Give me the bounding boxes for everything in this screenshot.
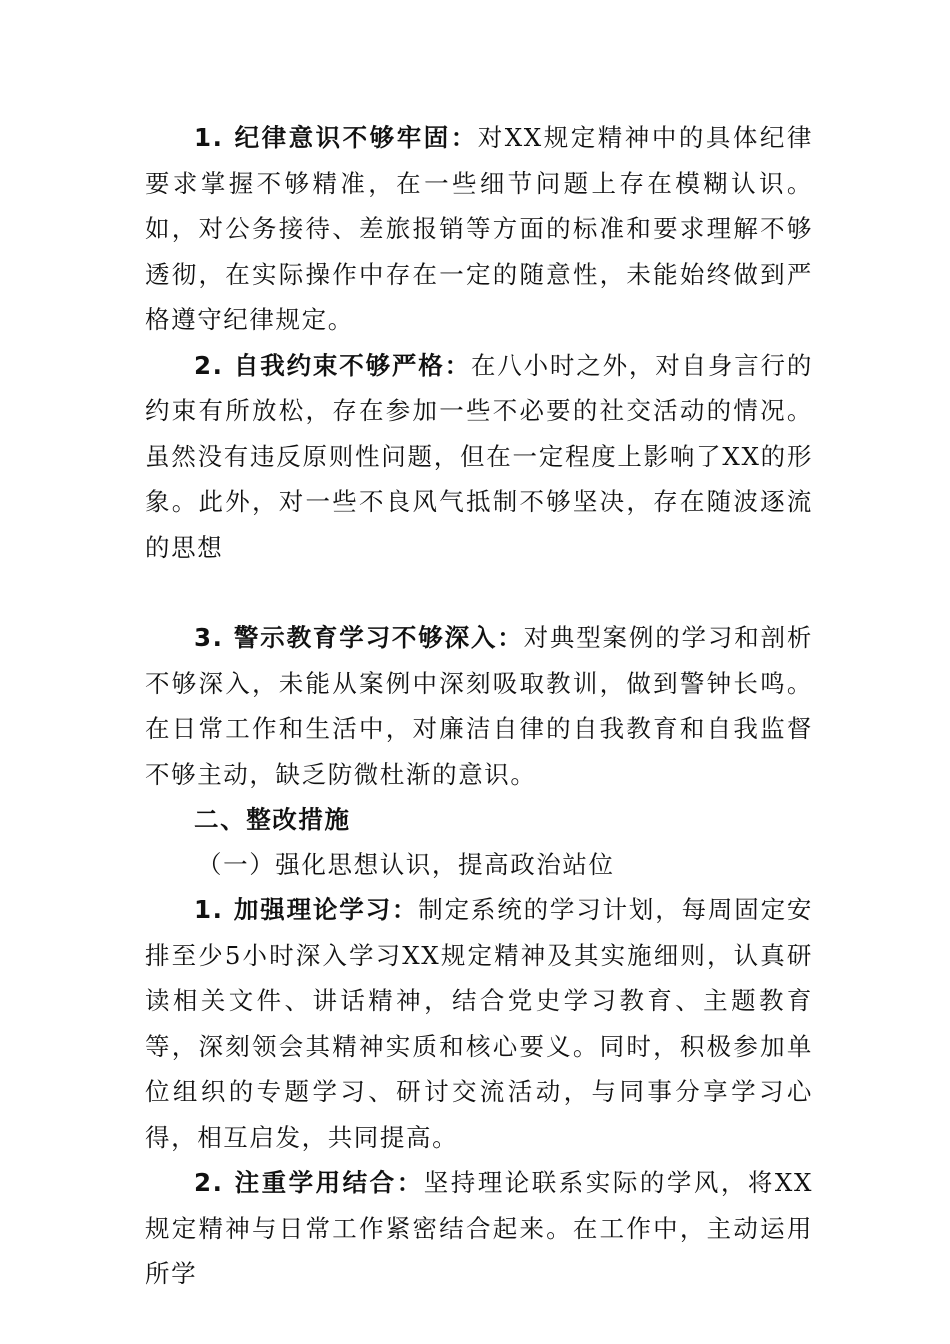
paragraph-lead: 1. 纪律意识不够牢固： bbox=[194, 123, 478, 152]
paragraph-lead: 2. 注重学用结合： bbox=[194, 1168, 424, 1197]
subsection-heading: （一）强化思想认识，提高政治站位 bbox=[197, 850, 615, 879]
paragraph-theory-study bbox=[145, 887, 813, 1160]
document-page bbox=[145, 115, 813, 1297]
paragraph-body: 对典型案例的学习和剖析不够深入，未能从案例中深刻吸取教训，做到警钟长鸣。在日常工作和生活中，对廉洁自律的自我教育和自我监督不够主动，缺乏防微杜渐的意识。 bbox=[145, 623, 813, 789]
paragraph-self-restraint bbox=[145, 343, 813, 571]
paragraph-lead: 3. 警示教育学习不够深入： bbox=[194, 623, 524, 652]
paragraph-body: 对XX规定精神中的具体纪律要求掌握不够精准，在一些细节问题上存在模糊认识。如，对公务接待、差旅报销等方面的标准和要求理解不够透彻，在实际操作中存在一定的随意性，未能始终做到严格遵守纪律规定。 bbox=[145, 123, 813, 334]
paragraph-warning-education bbox=[145, 615, 813, 797]
paragraph-discipline-awareness bbox=[145, 115, 813, 343]
paragraph-body: 坚持理论联系实际的学风，将XX规定精神与日常工作紧密结合起来。在工作中，主动运用所学 bbox=[145, 1168, 813, 1288]
paragraph-body: 在八小时之外，对自身言行的约束有所放松，存在参加一些不必要的社交活动的情况。虽然没有违反原则性问题，但在一定程度上影响了XX的形象。此外，对一些不良风气抵制不够坚决，存在随波逐流的思想 bbox=[145, 350, 813, 562]
paragraph-apply-learning bbox=[145, 1160, 813, 1297]
paragraph-body: 制定系统的学习计划，每周固定安排至少5小时深入学习XX规定精神及其实施细则，认真研读相关文件、讲话精神，结合党史学习教育、主题教育等，深刻领会其精神实质和核心要义。同时，积极参加单位组织的专题学习、研讨交流活动，与同事分享学习心得，相互启发，共同提高。 bbox=[145, 895, 813, 1152]
section-heading: 二、整改措施 bbox=[194, 805, 351, 834]
paragraph-lead: 2. 自我约束不够严格： bbox=[194, 350, 471, 380]
blank-line bbox=[145, 570, 813, 615]
paragraph-lead: 1. 加强理论学习： bbox=[194, 895, 419, 924]
